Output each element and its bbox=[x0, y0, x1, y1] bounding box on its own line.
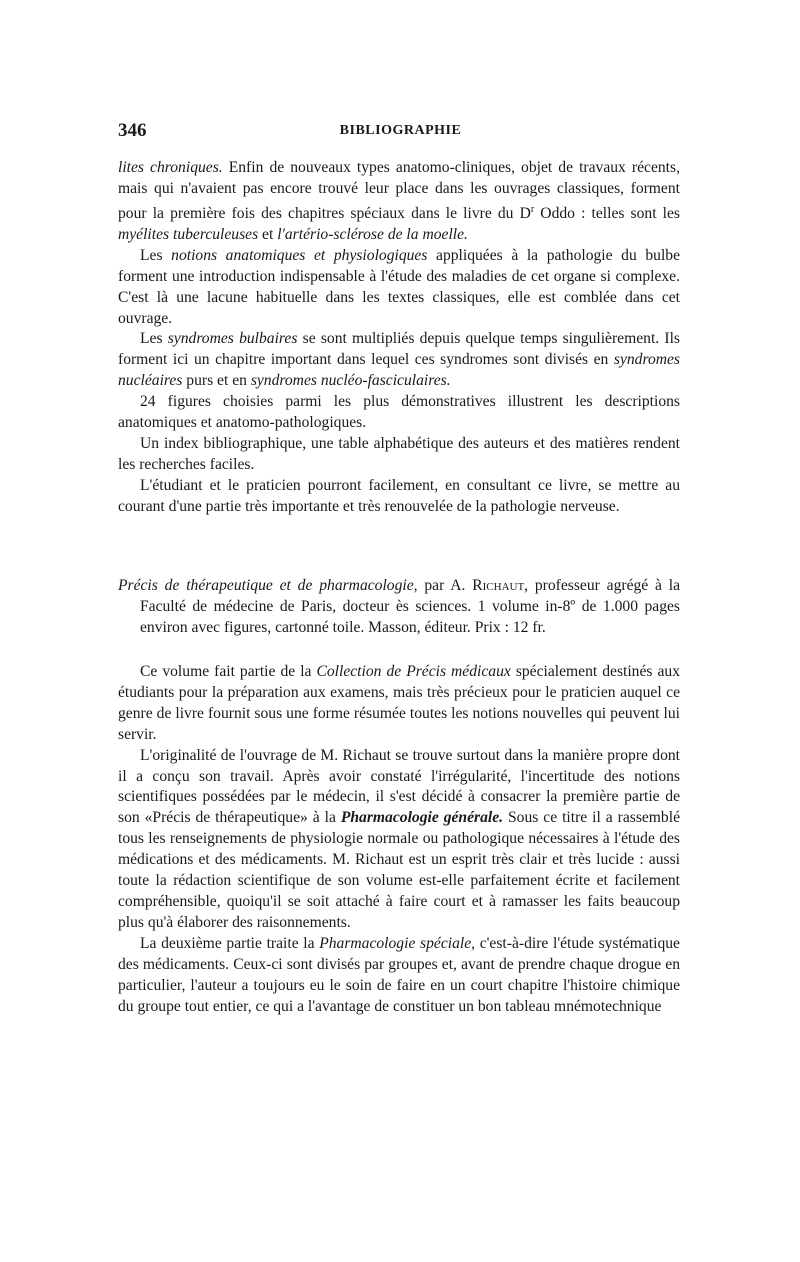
text-run: Enfin de nouveaux types anatomo-cliniques, objet de travaux récents, mais qui n'avaient pas encore trouvé leur place dans les ouvrages classiques, forment pour la première fois des chapitres spéciaux dans le livre du D bbox=[118, 159, 680, 222]
text-run: purs et en bbox=[182, 372, 251, 390]
text-run: c'est-à-dire l'étude systématique des médicaments. Ceux-ci sont divisés par groupes et, avant de prendre chaque drogue en particulier, l'auteur a toujours eu le soin de faire en un court chapitre l'histoire chimique du groupe tout entier, ce qui a l'avantage de constituer un bon tableau mnémotechnique bbox=[118, 934, 680, 1015]
review-richaut-body bbox=[118, 662, 680, 1017]
paragraph: Un index bibliographique, une table alphabétique des auteurs et des matières rendent les recherches faciles. bbox=[118, 434, 680, 473]
text-run: et bbox=[258, 225, 278, 243]
paragraph bbox=[118, 158, 680, 246]
running-title: BIBLIOGRAPHIE bbox=[339, 123, 462, 138]
text-run: par A. bbox=[417, 577, 473, 594]
book-title: Précis de thérapeutique et de pharmacologie, bbox=[118, 577, 418, 594]
paragraph bbox=[118, 746, 680, 934]
text-run: se sont multipliés depuis quelque temps singulièrement. Ils forment ici un chapitre important dans lequel ces syndromes sont divisés en bbox=[118, 330, 680, 369]
italic-text: Pharmacologie spéciale, bbox=[319, 934, 476, 952]
text-run: L'originalité de l'ouvrage de M. Richaut se trouve surtout dans la manière propre dont il a conçu son travail. Après avoir constaté l'irrégularité, l'incertitude des notions scientifiques possédées par le médecin, il s'est décidé à consacrer la première partie de son «Précis de thérapeutique» à la bbox=[118, 746, 680, 827]
text-run: Oddo : telles sont les bbox=[534, 205, 680, 222]
italic-text: syndromes nucléaires bbox=[118, 351, 680, 390]
text-run: Les bbox=[140, 330, 168, 348]
italic-text: notions anatomiques et physiologiques bbox=[171, 246, 428, 264]
italic-text: syndromes nucléo-fasciculaires. bbox=[250, 372, 451, 390]
text-run: Sous ce titre il a rassemblé tous les renseignements de physiologie normale ou pathologique nécessaires à l'étude des médications et des médicaments. M. Richaut est un esprit très clair et très lucide : aussi toute la rédaction scientifique de son volume est-elle parfaitement écrite et facilement compréhensible, quoiqu'il se soit attaché à faire court et à ramasser les faits beaucoup plus qu'à élaborer des raisonnements. bbox=[118, 809, 680, 931]
review-richaut-heading bbox=[118, 576, 680, 639]
page-number: 346 bbox=[118, 120, 147, 141]
text-run: Ce volume fait partie de la bbox=[140, 663, 317, 680]
italic-text: Collection de Précis médicaux bbox=[316, 663, 511, 680]
italic-text: syndromes bulbaires bbox=[167, 330, 298, 348]
paragraph bbox=[118, 246, 680, 330]
paragraph: L'étudiant et le praticien pourront facilement, en consultant ce livre, se mettre au courant d'une partie très importante et très renouvelée de la pathologie nerveuse. bbox=[118, 476, 680, 515]
text-run: , professeur agrégé à la Faculté de médecine de Paris, docteur ès sciences. 1 volume in-8º de 1.000 pages environ avec figures, cartonné toile. Masson, éditeur. Prix : 12 fr. bbox=[140, 577, 681, 636]
book-reference bbox=[118, 576, 680, 639]
italic-text: myélites tuberculeuses bbox=[118, 225, 259, 243]
text-run: La deuxième partie traite la bbox=[140, 934, 320, 952]
italic-text: l'artério-sclérose de la moelle. bbox=[277, 225, 468, 243]
text-run: appliquées à la pathologie du bulbe forment une introduction indispensable à l'étude des maladies de cet organe si complexe. C'est là une lacune habituelle dans les textes classiques, elle est comblée dans cet ouvrage. bbox=[118, 246, 681, 327]
superscript: r bbox=[530, 203, 535, 215]
paragraph bbox=[118, 662, 680, 746]
review-oddo-continuation bbox=[118, 158, 680, 518]
text-run: Les bbox=[140, 246, 172, 264]
paragraph: 24 figures choisies parmi les plus démonstratives illustrent les descriptions anatomiques et anatomo-pathologiques. bbox=[118, 393, 680, 432]
italic-text: Pharmacologie générale. bbox=[340, 809, 504, 827]
italic-text: lites chroniques. bbox=[118, 159, 223, 176]
author-name: Richaut bbox=[472, 577, 525, 594]
page-header bbox=[118, 120, 683, 144]
paragraph bbox=[118, 934, 680, 1018]
text-run: spécialement destinés aux étudiants pour la préparation aux examens, mais très précieux pour le praticien auquel ce genre de livre fournit sous une forme résumée toutes les notions nouvelles qui peuvent lui servir. bbox=[118, 663, 681, 743]
paragraph bbox=[118, 329, 680, 392]
